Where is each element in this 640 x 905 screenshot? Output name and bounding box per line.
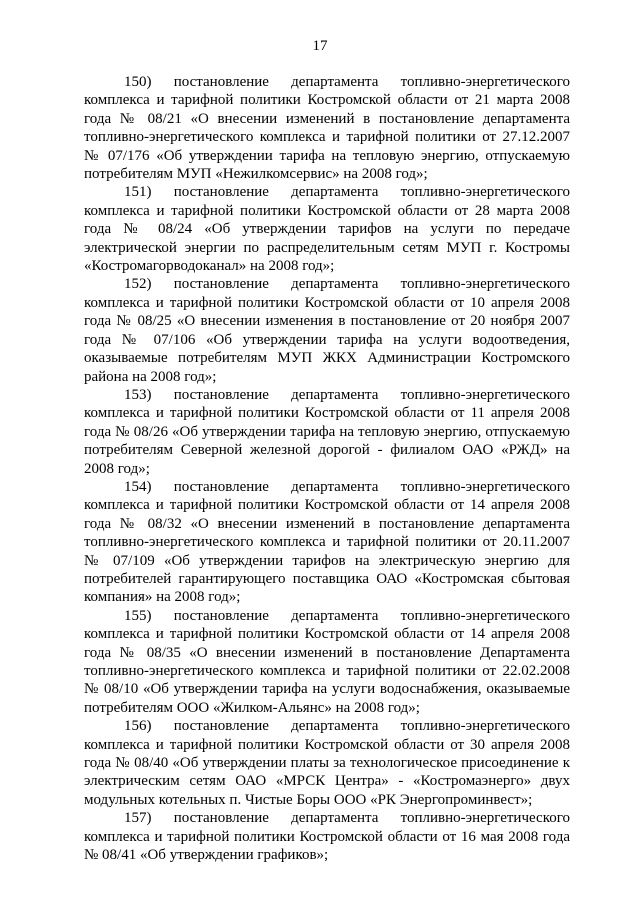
document-body xyxy=(84,73,570,864)
list-item-156: 156) постановление департамента топливно-энергетического комплекса и тарифной политики Костромской области от 30 апреля 2008 года № 08/40 «Об утверждении платы за технологическое присоединение к электрическим сетям ОАО «МРСК Центра» - «Костромаэнерго» двух модульных котельных п. Чистые Боры ООО «РК Энергопроминвест»; xyxy=(84,718,570,808)
list-item-154: 154) постановление департамента топливно-энергетического комплекса и тарифной политики Костромской области от 14 апреля 2008 года № 08/32 «О внесении изменений в постановление департамента топливно-энергетического комплекса и тарифной политики от 20.11.2007 № 07/109 «Об утверждении тарифов на электрическую энергию для потребителей гарантирующего поставщика ОАО «Костромская сбытовая компания» на 2008 год»; xyxy=(84,478,570,606)
list-item-151: 151) постановление департамента топливно-энергетического комплекса и тарифной политики Костромской области от 28 марта 2008 года № 08/24 «Об утверждении тарифов на услуги по передаче электрической энергии по распределительным сетям МУП г. Костромы «Костромагорводоканал» на 2008 год»; xyxy=(84,184,570,275)
list-item-150: 150) постановление департамента топливно-энергетического комплекса и тарифной политики Костромской области от 21 марта 2008 года № 08/21 «О внесении изменений в постановление департамента топливно-энергетического комплекса и тарифной политики от 27.12.2007 № 07/176 «Об утверждении тарифа на тепловую энергию, отпускаемую потребителям МУП «Нежилкомсервис» на 2008 год»; xyxy=(84,74,570,183)
page-number: 17 xyxy=(312,38,328,54)
list-item-157: 157) постановление департамента топливно-энергетического комплекса и тарифной политики Костромской области от 16 мая 2008 года № 08/41 «Об утверждении графиков»; xyxy=(84,810,570,864)
list-item-153: 153) постановление департамента топливно-энергетического комплекса и тарифной политики Костромской области от 11 апреля 2008 года № 08/26 «Об утверждении тарифа на тепловую энергию, отпускаемую потребителям Северной железной дорогой - филиалом ОАО «РЖД» на 2008 год»; xyxy=(84,386,570,477)
list-item-155: 155) постановление департамента топливно-энергетического комплекса и тарифной политики Костромской области от 14 апреля 2008 года № 08/35 «О внесении изменений в постановление Департамента топливно-энергетического комплекса и тарифной политики от 22.02.2008 № 08/10 «Об утверждении тарифа на услуги водоснабжения, оказываемые потребителям ООО «Жилком-Альянс» на 2008 год»; xyxy=(84,607,570,716)
list-item-152: 152) постановление департамента топливно-энергетического комплекса и тарифной политики Костромской области от 10 апреля 2008 года № 08/25 «О внесении изменения в постановление от 20 ноября 2007 года № 07/106 «Об утверждении тарифа на услуги водоотведения, оказываемые потребителям МУП ЖКХ Администрации Костромского района на 2008 год»; xyxy=(84,276,570,385)
